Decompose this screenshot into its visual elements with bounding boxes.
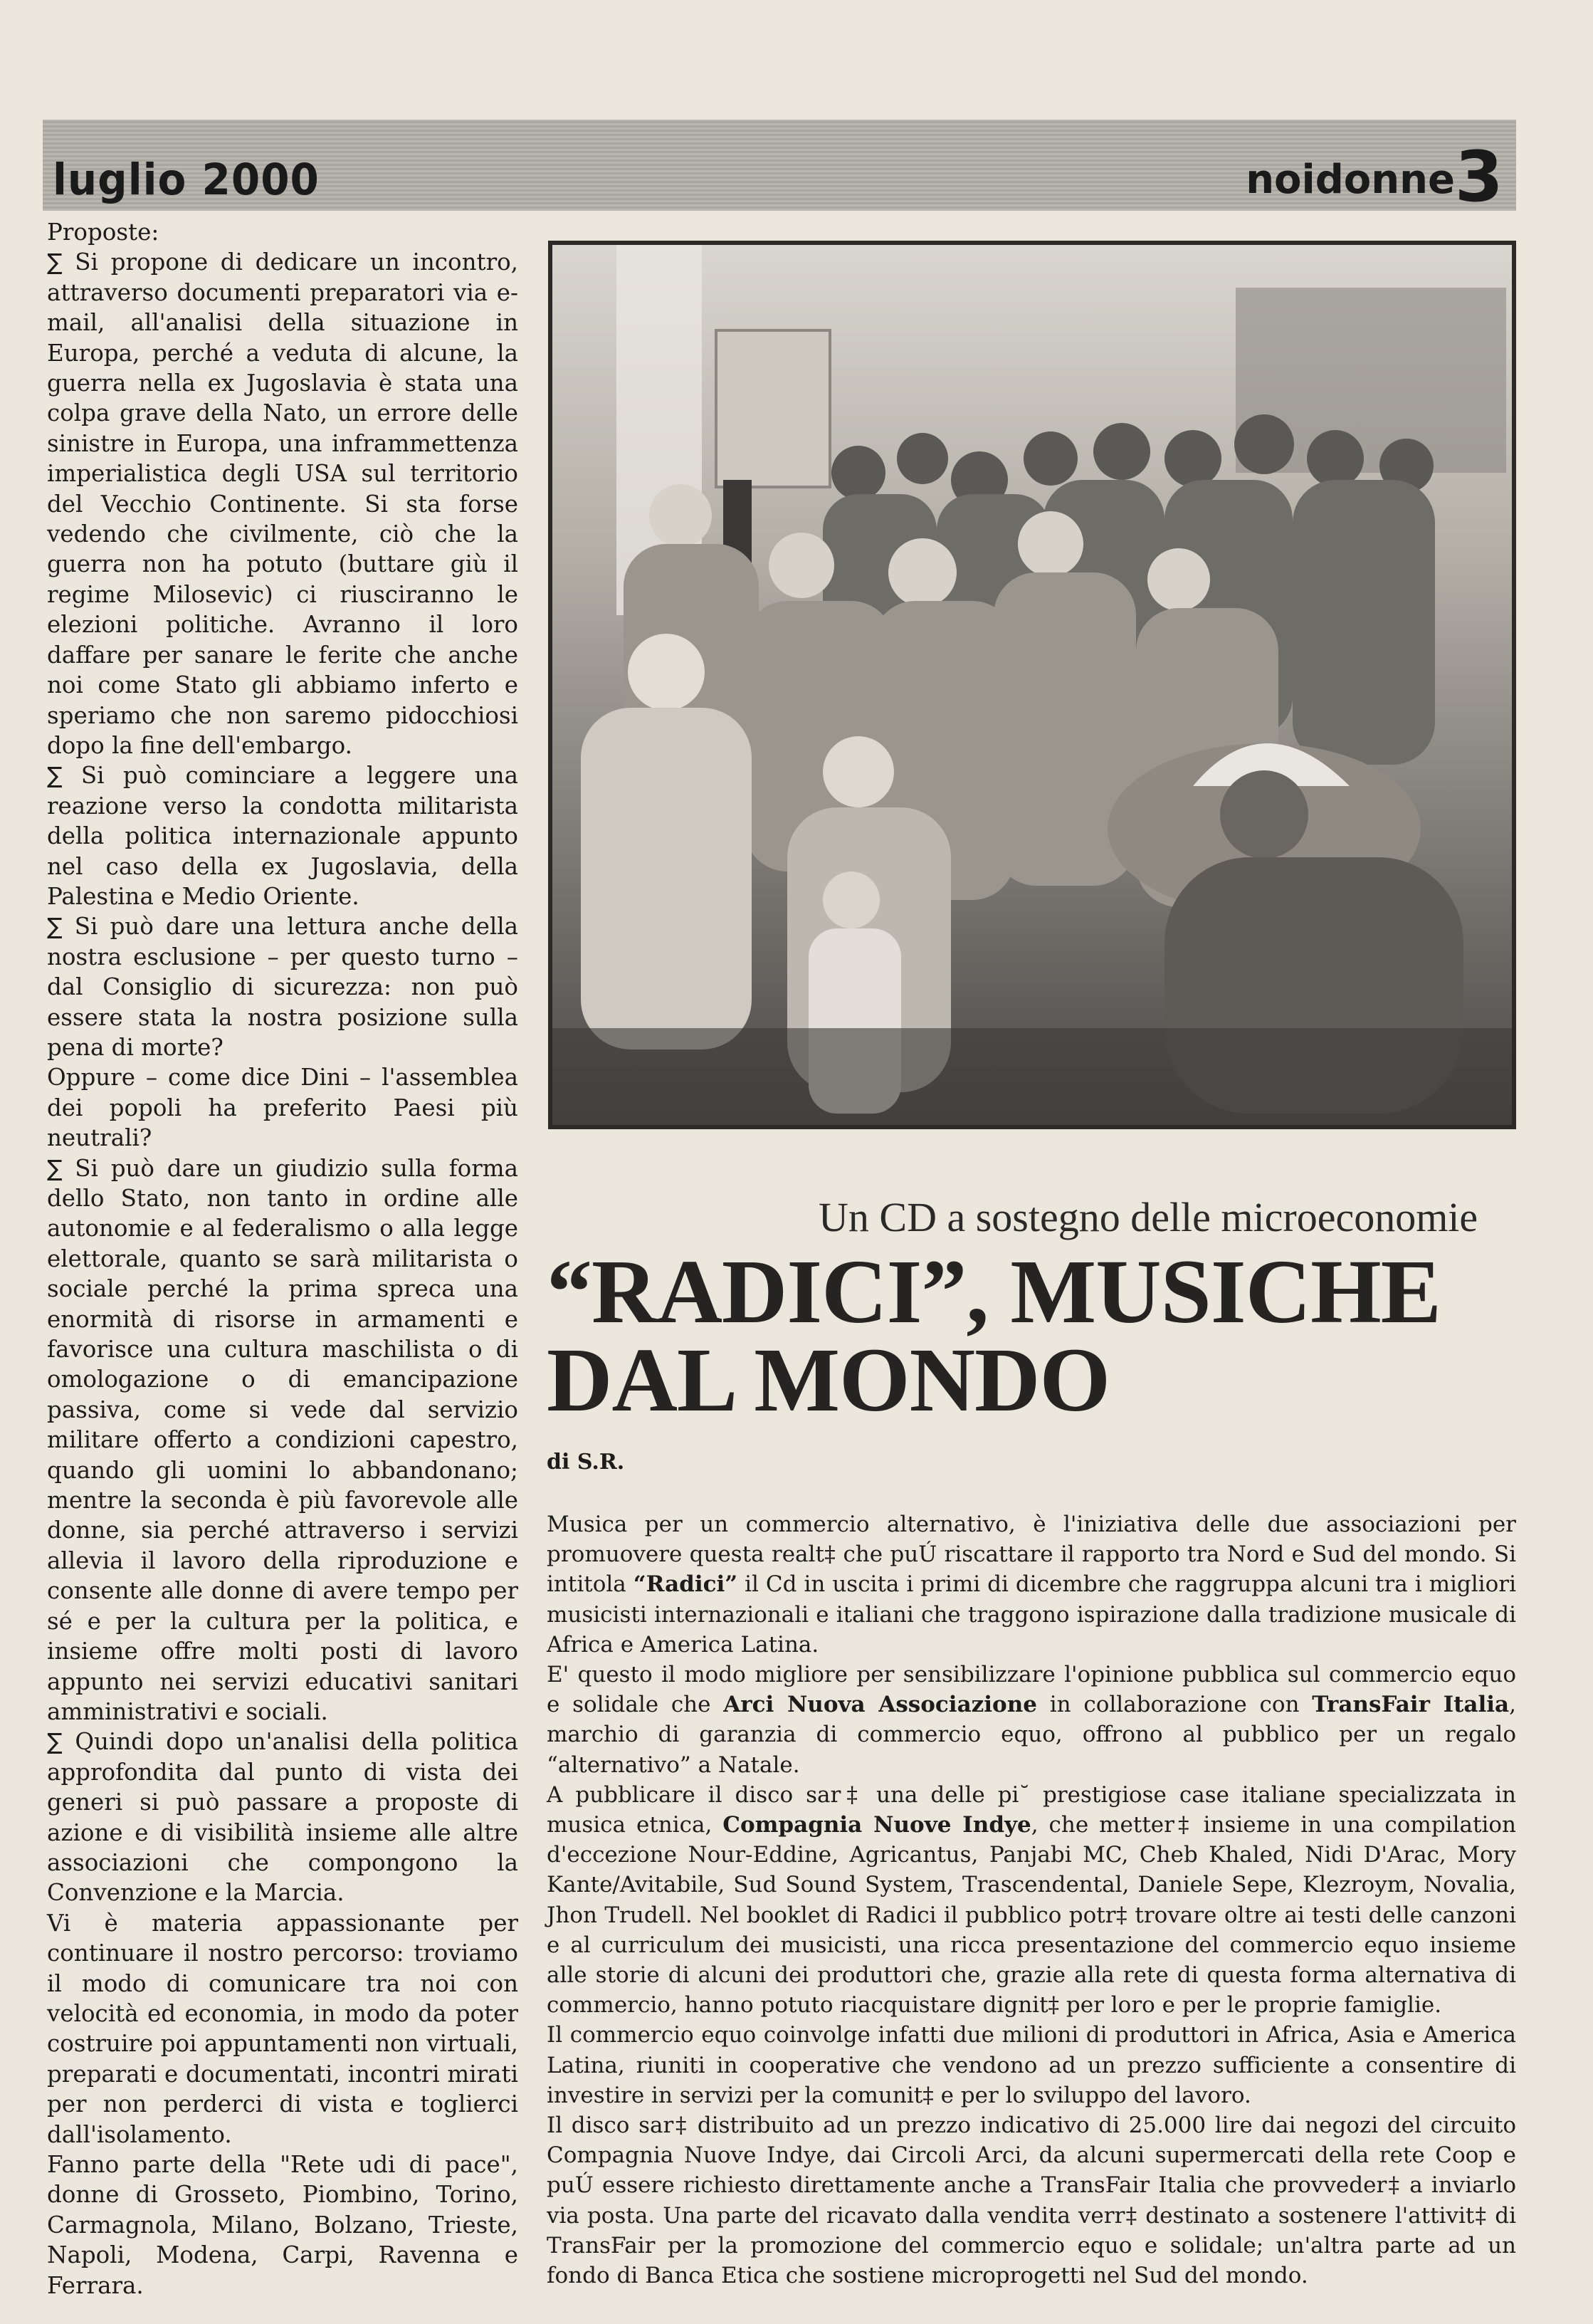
paragraph: Fanno parte della "Rete udi di pace", donne di Grosseto, Piombino, Torino, Carmagnola, Milano, Bolzano, Trieste, Napoli, Modena, Carpi, Ravenna e Ferrara.: [47, 2151, 518, 2299]
article-kicker: Un CD a sostegno delle microeconomie: [819, 1194, 1478, 1240]
article-headline: [547, 1241, 1529, 1430]
paragraph: A pubblicare il disco sar‡ una delle pi˘ prestigiose case italiane specializzata in musica etnica, Compagnia Nuove Indye, che metter‡ insieme in una compilation d'eccezione Nour-Eddine, Agricantus, Panjabi MC, Cheb Khaled, Nidi D'Arac, Mory Kante/Avitabile, Sud Sound System, Trascendental, Daniele Sepe, Klezroym, Novalia, Jhon Trudell. Nel booklet di Radici il pubblico potr‡ trovare oltre ai testi delle canzoni e al curriculum dei musicisti, una ricca presentazione del commercio equo insieme alle storie di alcuni dei produttori che, grazie alla rete di questa forma alternativa di commercio, hanno potuto riacquistare dignit‡ per loro e per le proprie famiglie.: [547, 1781, 1516, 2019]
paragraph: ∑ Si può dare una lettura anche della nostra esclusione – per questo turno – dal Consiglio di sicurezza: non può essere stata la nostra posizione sulla pena di morte?: [47, 913, 518, 1061]
group-photo-illustration: [552, 245, 1512, 1125]
sigma-bullet-icon: ∑: [47, 762, 63, 790]
byline: di S.R.: [547, 1450, 625, 1475]
paragraph: Musica per un commercio alternativo, è l'iniziativa delle due associazioni per promuovere questa realt‡ che puÚ riscattare il rapporto tra Nord e Sud del mondo. Si intitola “Radici” il Cd in uscita i primi di dicembre che raggruppa alcuni tra i migliori musicisti internazionali e italiani che traggono ispirazione dalla tradizione musicale di Africa e America Latina.: [547, 1512, 1516, 1658]
group-photo: [548, 241, 1516, 1129]
paragraph: ∑ Si può cominciare a leggere una reazione verso la condotta militarista della politica internazionale appunto nel caso della ex Jugoslavia, della Palestina e Medio Oriente.: [47, 762, 518, 910]
issue-date: luglio 2000: [53, 154, 320, 205]
sigma-bullet-icon: ∑: [47, 248, 63, 276]
paragraph: ∑ Si propone di dedicare un incontro, attraverso documenti preparatori via e-mail, all'analisi della situazione in Europa, perché a veduta di alcune, la guerra nella ex Jugoslavia è stata una colpa grave della Nato, un errore delle sinistre in Europa, una inframmettenza imperialistica degli USA sul territorio del Vecchio Continente. Si sta forse vedendo che civilmente, ciò che la guerra non ha potuto (buttare giù il regime Milosevic) ci riusciranno le elezioni politiche. Avranno il loro daffare per sanare le ferite che anche noi come Stato gli abbiamo inferto e speriamo che non saremo pidocchiosi dopo la fine dell'embargo.: [47, 248, 518, 759]
page-number: 3: [1454, 137, 1503, 218]
sigma-bullet-icon: ∑: [47, 1728, 63, 1756]
left-column: [47, 217, 518, 2301]
sigma-bullet-icon: ∑: [47, 913, 63, 941]
paragraph: E' questo il modo migliore per sensibilizzare l'opinione pubblica sul commercio equo e solidale che Arci Nuova Associazione in collaborazione con TransFair Italia, marchio di garanzia di commercio equo, offrono al pubblico per un regalo “alternativo” a Natale.: [547, 1662, 1517, 1778]
masthead: noidonne: [1246, 157, 1455, 203]
paragraph: Vi è materia appassionante per continuare il nostro percorso: troviamo il modo di comunicare tra noi con velocità ed economia, in modo da poter costruire poi appuntamenti non virtuali, preparati e documentati, incontri mirati per non perderci di vista e toglierci dall'isolamento.: [47, 1909, 518, 2148]
sigma-bullet-icon: ∑: [47, 1154, 63, 1182]
paragraph: ∑ Quindi dopo un'analisi della politica approfondita dal punto di vista dei generi si può passare a proposte di azione e di visibilità insieme alle altre associazioni che compongono la Convenzione e la Marcia.: [47, 1728, 518, 1907]
proposals-heading: Proposte:: [47, 219, 159, 246]
paragraph: ∑ Si può dare un giudizio sulla forma dello Stato, non tanto in ordine alle autonomie e al federalismo o alla legge elettorale, quanto se sarà militarista o sociale perché la prima spreca una enormità di risorse in armamenti e favorisce una cultura maschilista o di omologazione o di emancipazione passiva, come si vede dal servizio militare offerto a condizioni capestro, quando gli uomini lo abbandonano; mentre la seconda è più favorevole alle donne, sia perché attraverso i servizi allevia il lavoro della riproduzione e consente alle donne di avere tempo per sé e per la cultura per la politica, e insieme offre molti posti di lavoro appunto nei servizi educativi sanitari amministrativi e sociali.: [47, 1154, 518, 1725]
headline-line-2: DAL MONDO: [547, 1329, 1110, 1430]
article-body: [547, 1509, 1516, 2291]
page-header: [43, 120, 1516, 218]
paragraph: Il commercio equo coinvolge infatti due milioni di produttori in Africa, Asia e America Latina, riuniti in cooperative che vendono ad un prezzo sufficiente a consentire di investire in servizi per la comunit‡ e per lo sviluppo del lavoro.: [547, 2022, 1516, 2108]
paragraph: Oppure – come dice Dini – l'assemblea dei popoli ha preferito Paesi più neutrali?: [47, 1064, 518, 1152]
paragraph: Il disco sar‡ distribuito ad un prezzo indicativo di 25.000 lire dai negozi del circuito Compagnia Nuove Indye, dai Circoli Arci, da alcuni supermercati della rete Coop e puÚ essere richiesto direttamente anche a TransFair Italia che provveder‡ a inviarlo via posta. Una parte del ricavato dalla vendita verr‡ destinato a sostenere l'attivit‡ di TransFair per la promozione del commercio equo e solidale; un'altra parte ad un fondo di Banca Etica che sostiene microprogetti nel Sud del mondo.: [547, 2113, 1516, 2289]
headline-line-1: “RADICI”, MUSICHE: [547, 1241, 1441, 1342]
